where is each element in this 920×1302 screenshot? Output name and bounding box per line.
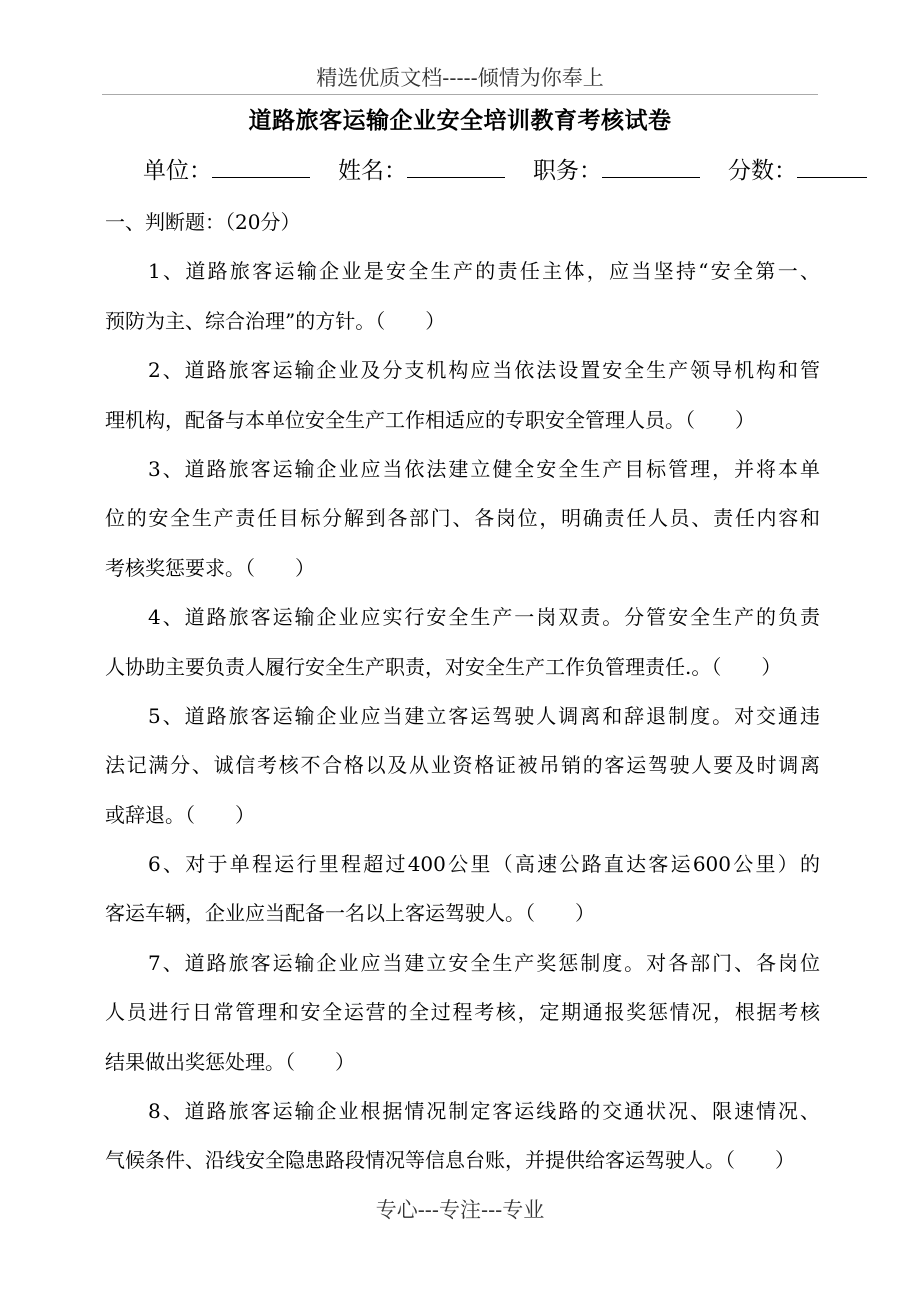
question-list <box>105 252 820 1190</box>
question-text: 3、道路旅客运输企业应当依法建立健全安全生产目标管理，并将本单 <box>148 456 820 481</box>
question-text: 2、道路旅客运输企业及分支机构应当依法设置安全生产领导机构和管 <box>148 358 820 383</box>
page-header: 精选优质文档-----倾情为你奉上 <box>316 66 604 90</box>
header-divider <box>102 94 818 95</box>
question-text-continued: 气候条件、沿线安全隐患路段情况等信息台账，并提供给客运驾驶人。（ ） <box>105 1148 795 1173</box>
question-item <box>105 944 820 1092</box>
document-title: 道路旅客运输企业安全培训教育考核试卷 <box>248 107 672 134</box>
question-text-continued: 或辞退。（ ） <box>105 802 255 827</box>
question-text-continued: 理机构，配备与本单位安全生产工作相适应的专职安全管理人员。（ ） <box>105 407 755 432</box>
question-text-continued: 法记满分、诚信考核不合格以及从业资格证被吊销的客运驾驶人要及时调离 <box>105 753 820 778</box>
question-item <box>105 697 820 845</box>
question-text-continued: 客运车辆，企业应当配备一名以上客运驾驶人。（ ） <box>105 901 595 926</box>
question-item <box>105 598 820 697</box>
question-text: 4、道路旅客运输企业应实行安全生产一岗双责。分管安全生产的负责 <box>148 605 820 630</box>
question-item <box>105 1092 820 1191</box>
question-text-continued: 考核奖惩要求。（ ） <box>105 555 315 580</box>
document-body <box>105 203 820 1191</box>
position-label: 职务： <box>533 158 602 184</box>
question-text-continued: 结果做出奖惩处理。（ ） <box>105 1049 355 1074</box>
question-text-continued: 预防为主、综合治理”的方针。（ ） <box>105 308 446 333</box>
question-item <box>105 351 820 450</box>
unit-label: 单位： <box>143 158 212 184</box>
question-text-continued: 人协助主要负责人履行安全生产职责，对安全生产工作负管理责任.。（ ） <box>105 654 782 679</box>
question-text: 5、道路旅客运输企业应当建立客运驾驶人调离和辞退制度。对交通违 <box>148 703 820 728</box>
question-item <box>105 845 820 944</box>
score-field[interactable] <box>728 152 867 185</box>
page-footer: 专心---专注---专业 <box>375 1198 545 1222</box>
name-label: 姓名： <box>338 158 407 184</box>
question-text: 1、道路旅客运输企业是安全生产的责任主体，应当坚持“安全第一、 <box>148 259 820 284</box>
question-text: 6、对于单程运行里程超过400公里（高速公路直达客运600公里）的 <box>148 852 820 877</box>
question-text-continued: 位的安全生产责任目标分解到各部门、各岗位，明确责任人员、责任内容和 <box>105 506 820 531</box>
question-item <box>105 450 820 598</box>
exam-info-fields <box>143 152 867 185</box>
position-field[interactable] <box>533 152 700 185</box>
question-text: 8、道路旅客运输企业根据情况制定客运线路的交通状况、限速情况、 <box>148 1099 820 1124</box>
name-field[interactable] <box>338 152 505 185</box>
score-label: 分数： <box>728 158 797 184</box>
question-text: 7、道路旅客运输企业应当建立安全生产奖惩制度。对各部门、各岗位 <box>148 950 820 975</box>
unit-field[interactable] <box>143 152 310 185</box>
question-text-continued: 人员进行日常管理和安全运营的全过程考核，定期通报奖惩情况，根据考核 <box>105 1000 820 1025</box>
section-heading: 一、判断题：（20分） <box>105 210 301 234</box>
question-item <box>105 252 820 351</box>
